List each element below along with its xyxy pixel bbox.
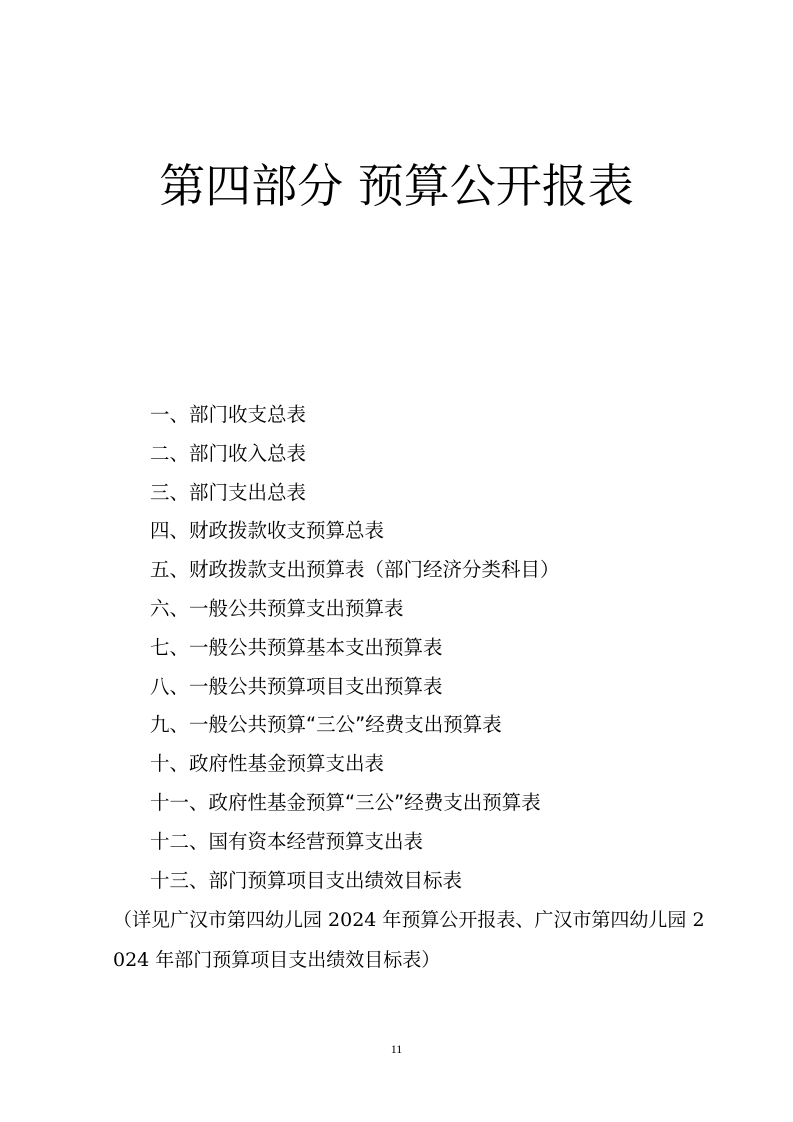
toc-item-10: 十、政府性基金预算支出表 bbox=[150, 752, 385, 776]
table-of-contents bbox=[150, 396, 560, 900]
reference-note: （详见广汉市第四幼儿园 2024 年预算公开报表、广汉市第四幼儿园 2024 年部门预算项目支出绩效目标表） bbox=[113, 909, 705, 971]
toc-item-4: 四、财政拨款收支预算总表 bbox=[150, 519, 385, 543]
toc-item-3: 三、部门支出总表 bbox=[150, 480, 307, 504]
toc-item-8: 八、一般公共预算项目支出预算表 bbox=[150, 674, 443, 698]
toc-item-2: 二、部门收入总表 bbox=[150, 441, 307, 465]
toc-item-9: 九、一般公共预算“三公”经费支出预算表 bbox=[150, 713, 502, 737]
page-title: 第四部分 预算公开报表 bbox=[159, 159, 634, 213]
toc-item-5: 五、财政拨款支出预算表（部门经济分类科目） bbox=[150, 558, 560, 582]
toc-item-6: 六、一般公共预算支出预算表 bbox=[150, 596, 404, 620]
toc-item-11: 十一、政府性基金预算“三公”经费支出预算表 bbox=[150, 790, 541, 814]
toc-item-13: 十三、部门预算项目支出绩效目标表 bbox=[150, 868, 463, 892]
toc-item-7: 七、一般公共预算基本支出预算表 bbox=[150, 635, 443, 659]
toc-item-1: 一、部门收支总表 bbox=[150, 403, 307, 426]
toc-item-12: 十二、国有资本经营预算支出表 bbox=[150, 829, 424, 853]
page-number: 11 bbox=[390, 1042, 403, 1056]
